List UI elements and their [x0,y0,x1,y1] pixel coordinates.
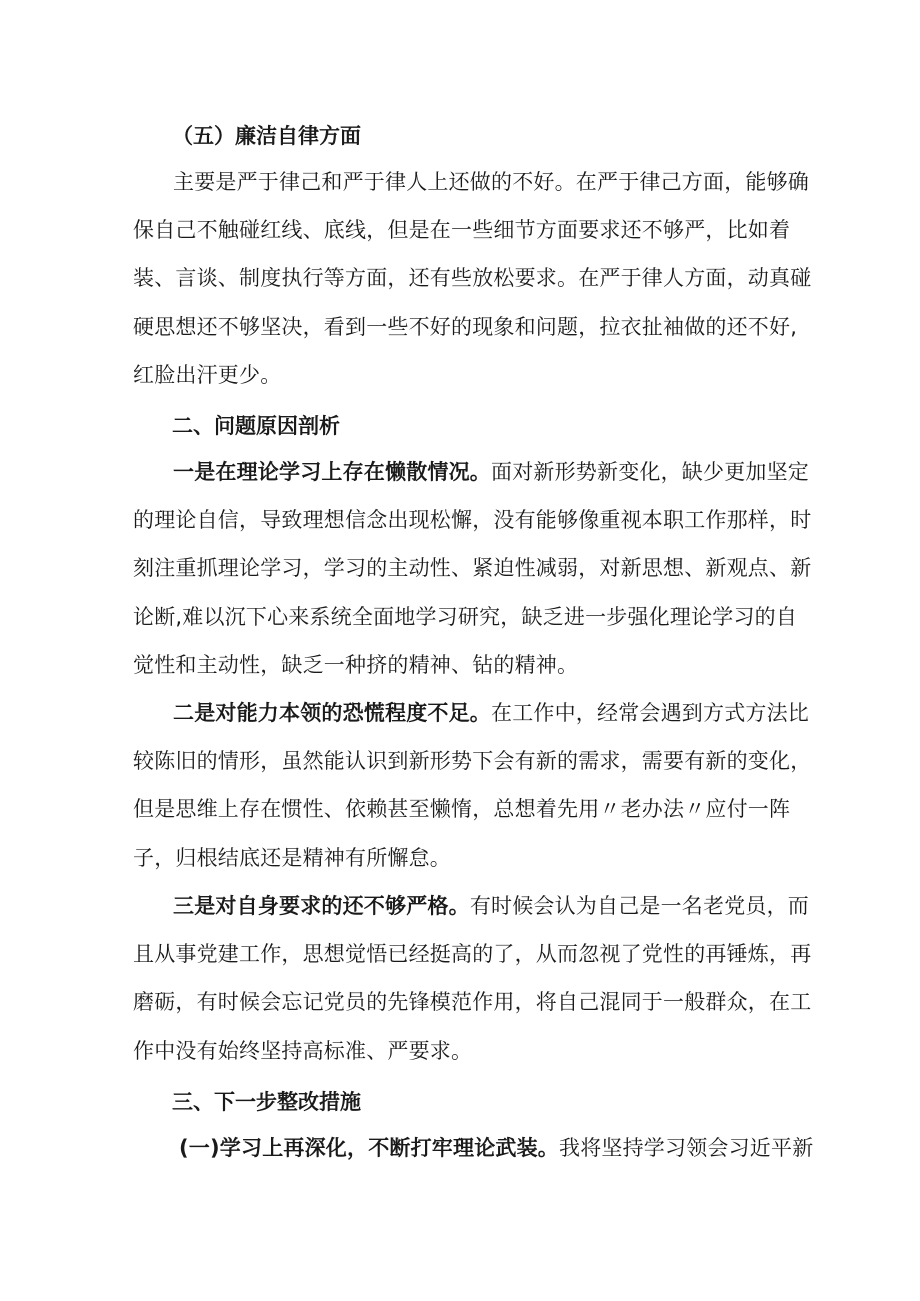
paragraph-lead: 三是对自身要求的还不够严格。 [173,894,470,918]
text-line [133,1124,814,1172]
text-line: 红脸出汗更少。 [133,362,282,387]
text-line: 磨砺，有时候会忘记党员的先锋模范作用，将自己混同于一般群众，在工 [133,990,812,1015]
text-line: 装、言谈、制度执行等方面，还有些放松要求。在严于律人方面，动真碰 [133,266,812,291]
section-heading-next-steps: 三、下一步整改措施 [172,1090,361,1114]
paragraph-ability [133,689,812,882]
text-line: 保自己不触碰红线、底线，但是在一些细节方面要求还不够严，比如着 [133,218,791,243]
text-line: 较陈旧的情形，虽然能认识到新形势下会有新的需求，需要有新的变化， [133,749,812,774]
text-line [133,689,809,737]
paragraph-lead: (一)学习上再深化，不断打牢理论武装。 [179,1136,559,1160]
paragraph-lead: 二是对能力本领的恐慌程度不足。 [173,701,491,725]
text-line [133,882,810,930]
text-line [133,448,809,496]
text-line: 硬思想还不够坚决，看到一些不好的现象和问题，拉衣扯袖做的还不好, [133,314,798,339]
text-line: 觉性和主动性，缺乏一种挤的精神、钻的精神。 [133,652,579,677]
paragraph-text: 我将坚持学习领会习近平新 [559,1136,814,1160]
text-line: 刻注重抓理论学习，学习的主动性、紧迫性减弱，对新思想、新观点、新 [133,556,812,581]
paragraph-theory-study [133,448,812,689]
text-line: 子，归根结底还是精神有所懈怠。 [133,845,451,870]
paragraph-integrity [133,158,812,399]
text-line: 论断,难以沉下心来系统全面地学习研究，缺乏进一步强化理论学习的自 [133,604,798,629]
section-heading-integrity: （五）廉洁自律方面 [172,124,361,148]
paragraph-lead: 一是在理论学习上存在懒散情况。 [173,460,491,484]
section-heading-cause-analysis: 二、问题原因剖析 [172,414,340,438]
paragraph-self-discipline [133,882,812,1075]
text-line: 主要是严于律己和严于律人上还做的不好。在严于律己方面，能够确 [173,170,809,194]
paragraph-text: 面对新形势新变化，缺少更加坚定 [491,460,809,484]
text-line: 且从事党建工作，思想觉悟已经挺高的了，从而忽视了党性的再锤炼，再 [133,942,812,967]
paragraph-measure-study [133,1124,814,1172]
paragraph-text: 在工作中，经常会遇到方式方法比 [491,701,809,725]
paragraph-text: 有时候会认为自己是一名老党员，而 [469,894,810,918]
text-line: 但是思维上存在惯性、依赖甚至懒惰，总想着先用〃老办法〃应付一阵 [133,797,791,822]
text-line: 的理论自信，导致理想信念出现松懈，没有能够像重视本职工作那样，时 [133,508,812,533]
text-line: 作中没有始终坚持高标准、严要求。 [133,1038,473,1063]
